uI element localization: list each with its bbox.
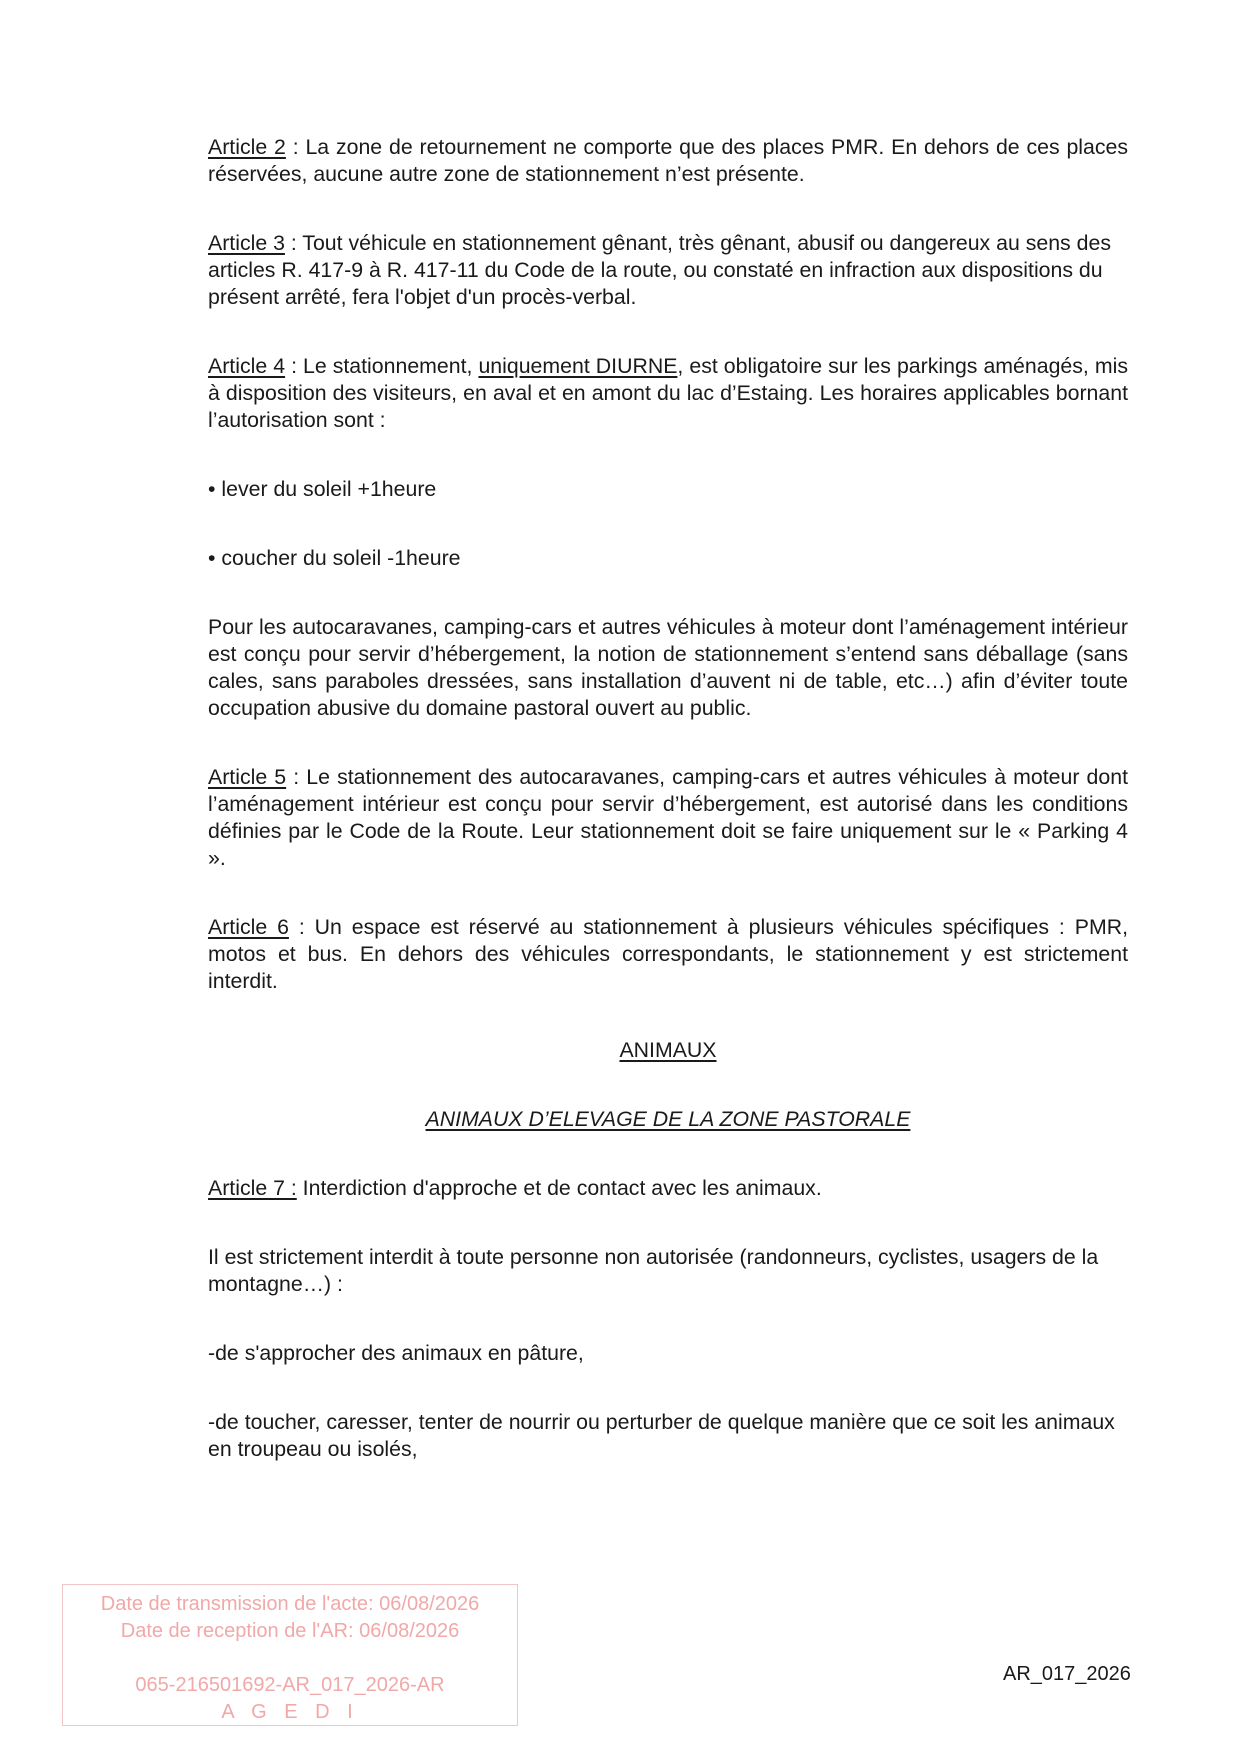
document-body [208, 134, 1128, 1463]
stamp-reception-date: Date de reception de l'AR: 06/08/2026 [120, 1620, 460, 1642]
article-2-text: : La zone de retournement ne comporte que des places PMR. En dehors de ces places réservées, aucune autre zone de stationnement n’est présente. [208, 135, 1129, 186]
article-4-text-post: , est obligatoire sur les parkings aménagés, mis à disposition des visiteurs, en aval et en amont du lac d’Estaing. Les horaires applicables bornant l’autorisation sont : [208, 354, 1128, 432]
subsection-heading-elevage [208, 1106, 1128, 1133]
section-heading-animaux [208, 1037, 1128, 1064]
stamp-spacer [63, 1645, 517, 1672]
article-3-text: : Tout véhicule en stationnement gênant, très gênant, abusif ou dangereux au sens des articles R. 417-9 à R. 417-11 du Code de la route, ou constaté en infraction aux dispositions du présent arrêté, fera l'objet d'un procès-verbal. [208, 231, 1111, 309]
article-3-label: Article 3 [208, 231, 285, 255]
article-5-text: : Le stationnement des autocaravanes, camping-cars et autres véhicules à moteur dont l’aménagement intérieur est conçu pour servir d’hébergement, est autorisé dans les conditions définies par le Code de la Route. Leur stationnement doit se faire uniquement sur le « Parking 4 ». [208, 765, 1128, 870]
article-4-text-pre: : Le stationnement, [285, 354, 479, 378]
article-7-text: Interdiction d'approche et de contact avec les animaux. [296, 1176, 822, 1200]
article-5 [208, 764, 1128, 872]
article-4 [208, 353, 1128, 434]
article-6-text: : Un espace est réservé au stationnement à plusieurs véhicules spécifiques : PMR, motos et bus. En dehors des véhicules correspondants, le stationnement y est strictement interdit. [208, 915, 1128, 993]
paragraph-autocaravanes: Pour les autocaravanes, camping-cars et autres véhicules à moteur dont l’aménagement intérieur est conçu pour servir d’hébergement, la notion de stationnement s’entend sans déballage (sans cales, sans paraboles dressées, sans installation d’auvent ni de table, etc…) afin d’éviter toute occupation abusive du domaine pastoral ouvert au public. [208, 615, 1128, 720]
bullet-coucher-soleil: • coucher du soleil -1heure [208, 546, 461, 570]
article-6 [208, 914, 1128, 995]
paragraph-interdiction: Il est strictement interdit à toute personne non autorisée (randonneurs, cyclistes, usagers de la montagne…) : [208, 1245, 1099, 1296]
stamp-transmission-date: Date de transmission de l'acte: 06/08/2026 [100, 1593, 480, 1615]
article-4-emphasis: uniquement DIURNE [478, 354, 678, 378]
document-reference: AR_017_2026 [1003, 1663, 1131, 1685]
list-item-toucher: -de toucher, caresser, tenter de nourrir ou perturber de quelque manière que ce soit les animaux en troupeau ou isolés, [208, 1410, 1115, 1461]
article-2 [208, 134, 1128, 188]
article-5-label: Article 5 [208, 765, 287, 789]
stamp-act-id: 065-216501692-AR_017_2026-AR [135, 1674, 445, 1696]
bullet-lever-soleil: • lever du soleil +1heure [208, 477, 437, 501]
article-7-label: Article 7 : [208, 1176, 297, 1200]
article-2-label: Article 2 [208, 135, 286, 159]
article-6-label: Article 6 [208, 915, 289, 939]
article-7 [208, 1175, 1128, 1202]
subsection-heading-elevage-text: ANIMAUX D’ELEVAGE DE LA ZONE PASTORALE [425, 1107, 911, 1131]
article-3 [208, 230, 1128, 311]
transmission-stamp [62, 1584, 518, 1726]
list-item-approcher: -de s'approcher des animaux en pâture, [208, 1341, 584, 1365]
article-4-label: Article 4 [208, 354, 286, 378]
section-heading-animaux-text: ANIMAUX [619, 1038, 717, 1062]
stamp-agedi: A G E D I [221, 1701, 359, 1723]
